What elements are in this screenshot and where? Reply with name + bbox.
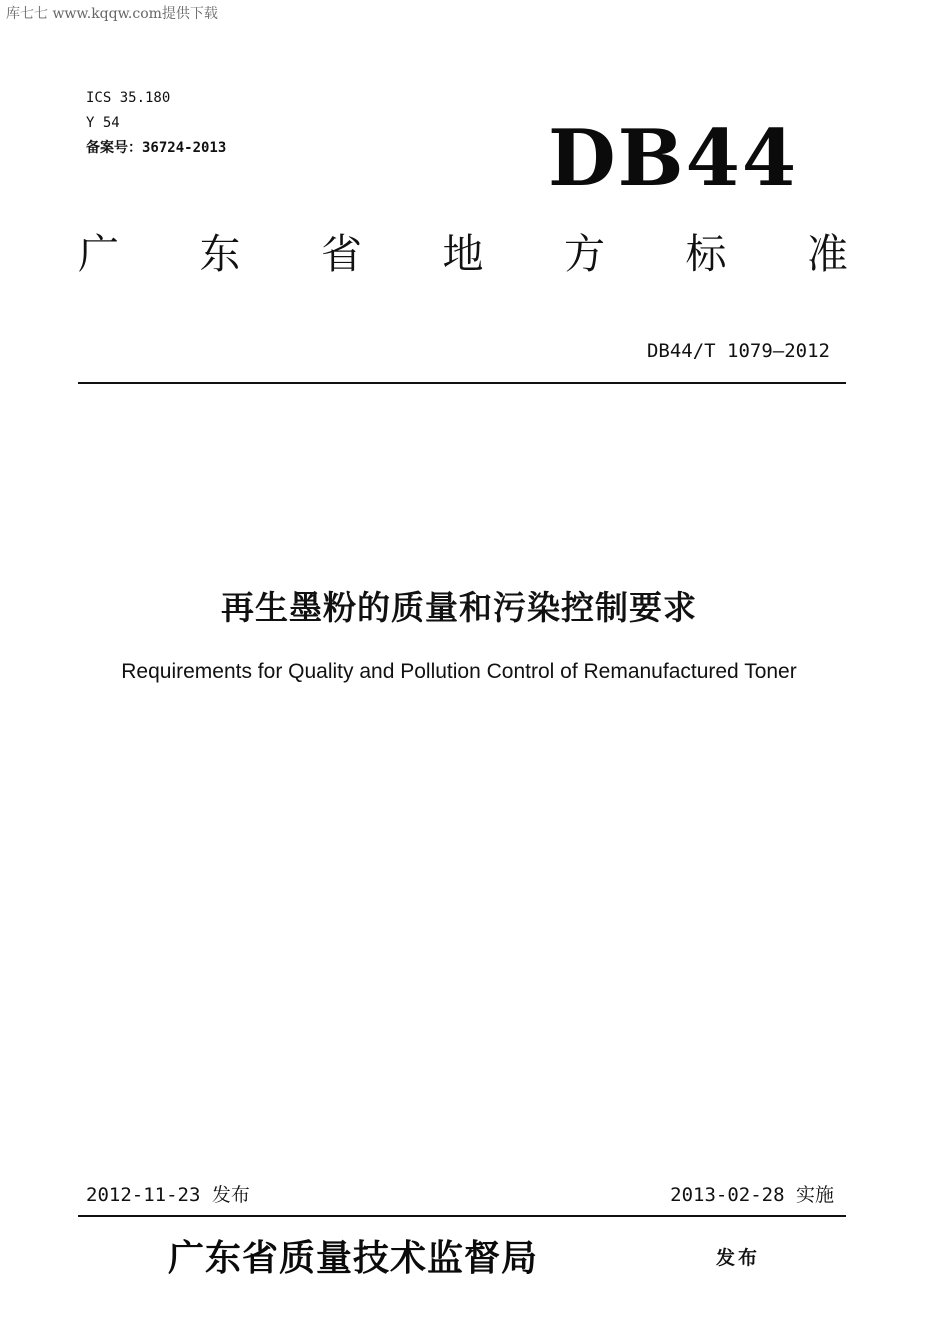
top-divider [78,382,846,384]
publisher-name: 广东省质量技术监督局 [168,1237,539,1279]
ics-code: ICS 35.180 [86,90,171,106]
standard-number: DB44/T 1079—2012 [646,340,830,362]
classification-block [86,86,226,161]
standard-type-char: 省 [321,230,362,278]
bottom-divider [78,1215,846,1217]
issue-date: 2012-11-23 发布 [86,1184,250,1206]
standard-type-char: 准 [807,230,848,278]
document-title-english: Requirements for Quality and Pollution Control of Remanufactured Toner [121,660,797,683]
standard-type-heading [78,230,848,278]
publish-label: 发布 [716,1247,761,1269]
filing-number: 备案号：36724-2013 [86,140,227,156]
watermark-text: 库七七 www.kqqw.com提供下载 [6,6,218,22]
ccs-code: Y 54 [86,115,120,131]
standard-type-char: 方 [564,230,605,278]
standard-type-char: 地 [442,230,484,278]
implementation-date: 2013-02-28 实施 [670,1184,834,1206]
document-title-chinese: 再生墨粉的质量和污染控制要求 [221,588,697,627]
standard-code-logo: DB44 [548,113,799,204]
standard-type-char: 东 [199,230,241,278]
standard-type-char: 标 [685,230,727,278]
standard-type-char: 广 [78,230,119,278]
